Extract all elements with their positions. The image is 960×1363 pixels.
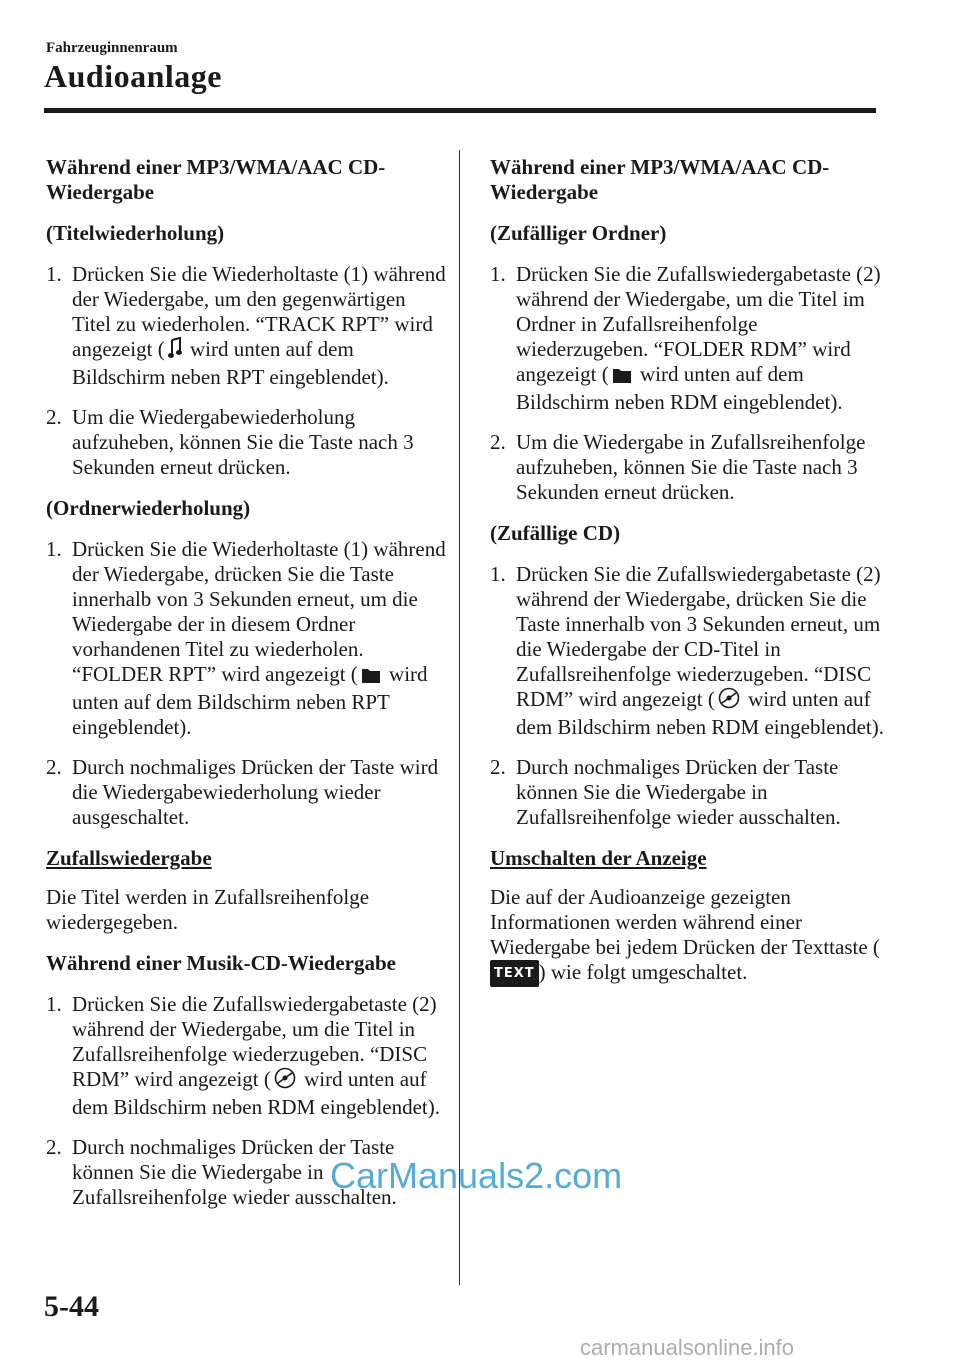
item-text: Durch nochmaliges Drücken der Taste können Sie die Wiedergabe in Zufallsreihenfolge wieder ausschalten. [72,1135,397,1209]
item-text: Drücken Sie die Zufallswiedergabetaste (2) während der Wiedergabe, um die Titel im Ordner in Zufallsreihenfolge wiederzugeben. “FOLDER RDM” wird angezeigt ( [516,262,881,386]
page-title: Audioanlage [44,58,222,94]
item-number: 2. [490,755,506,779]
heading-music-cd: Während einer Musik-CD-Wiedergabe [46,951,396,975]
right-column [490,155,890,1003]
item-number: 1. [46,992,62,1016]
disc-icon [718,687,740,715]
header-rule [44,108,876,113]
item-number: 1. [46,537,62,561]
desc-text-cont: ) wie folgt umgeschaltet. [538,960,748,984]
list-item [490,755,890,830]
item-text-cont: wird unten auf dem Bildschirm neben RDM eingeblendet). [516,362,843,414]
list-item [490,562,890,740]
heading-mp3: Während einer MP3/WMA/AAC CD-Wiedergabe [490,155,830,204]
item-text: Durch nochmaliges Drücken der Taste können Sie die Wiedergabe in Zufallsreihenfolge wieder ausschalten. [516,755,841,829]
list-folder-repeat [46,537,446,830]
item-number: 1. [46,262,62,286]
item-number: 2. [46,1135,62,1159]
item-text: Drücken Sie die Zufallswiedergabetaste (2) während der Wiedergabe, drücken Sie die Taste innerhalb von 3 Sekunden erneut, um die Wiedergabe der CD-Titel in Zufallsreihenfolge wiederzugeben. “DISC RDM” wird angezeigt ( [516,562,881,711]
item-text-cont: wird unten auf dem Bildschirm neben RPT eingeblendet). [72,337,389,389]
heading-mp3: Während einer MP3/WMA/AAC CD-Wiedergabe [46,155,386,204]
subheading-random-cd: (Zufällige CD) [490,521,621,545]
display-toggle-description [490,885,890,987]
music-note-icon [168,337,182,365]
watermark-logo: CarManuals2.com [330,1155,623,1196]
item-number: 2. [46,755,62,779]
watermark-footer: carmanualsonline.info [580,1335,795,1360]
item-text: Um die Wiedergabewiederholung aufzuheben, können Sie die Taste nach 3 Sekunden erneut drücken. [72,405,414,479]
list-item [46,262,446,390]
item-text: Drücken Sie die Zufallswiedergabetaste (2) während der Wiedergabe, um die Titel in Zufallsreihenfolge wiederzugeben. “DISC RDM” wird angezeigt ( [72,992,437,1091]
column-divider [459,150,460,1285]
subheading-folder-repeat: (Ordnerwiederholung) [46,496,251,520]
desc-text: Die auf der Audioanzeige gezeigten Informationen werden während einer Wiedergabe bei jedem Drücken der Texttaste ( [490,885,880,959]
item-text: Drücken Sie die Wiederholtaste (1) während der Wiedergabe, drücken Sie die Taste innerhalb von 3 Sekunden erneut, um die Wiedergabe der in diesem Ordner vorhandenen Titel zu wiederholen. “FOLDER RPT” wird angezeigt ( [72,537,446,686]
item-number: 1. [490,262,506,286]
page-number: 5-44 [44,1290,99,1323]
list-item [490,430,890,505]
item-number: 2. [46,405,62,429]
folder-icon [612,365,632,390]
section-label: Fahrzeuginnenraum [46,40,178,56]
subheading-random-folder: (Zufälliger Ordner) [490,221,667,245]
list-item [46,537,446,740]
heading-shuffle: Zufallswiedergabe [46,846,212,870]
list-random-folder [490,262,890,505]
shuffle-description: Die Titel werden in Zufallsreihenfolge wiedergegeben. [46,885,370,934]
item-text-cont: wird unten auf dem Bildschirm neben RDM eingeblendet). [516,687,885,739]
list-item [46,992,446,1120]
subheading-track-repeat: (Titelwiederholung) [46,221,225,245]
item-text-cont: wird unten auf dem Bildschirm neben RDM eingeblendet). [72,1067,441,1119]
folder-icon [361,665,381,690]
list-item [46,405,446,480]
disc-icon [274,1067,296,1095]
text-key-icon: TEXT [490,960,539,987]
list-random-cd [490,562,890,830]
item-text: Drücken Sie die Wiederholtaste (1) während der Wiedergabe, um den gegenwärtigen Titel zu wiederholen. “TRACK RPT” wird angezeigt ( [72,262,446,361]
item-number: 1. [490,562,506,586]
item-text-cont: wird unten auf dem Bildschirm neben RPT eingeblendet). [72,662,428,739]
item-number: 2. [490,430,506,454]
list-item [46,755,446,830]
list-track-repeat [46,262,446,480]
item-text: Durch nochmaliges Drücken der Taste wird die Wiedergabewiederholung wieder ausgeschaltet. [72,755,439,829]
heading-display-toggle: Umschalten der Anzeige [490,846,707,870]
item-text: Um die Wiedergabe in Zufallsreihenfolge aufzuheben, können Sie die Taste nach 3 Sekunden erneut drücken. [516,430,866,504]
left-column [46,155,446,1226]
list-item [490,262,890,415]
